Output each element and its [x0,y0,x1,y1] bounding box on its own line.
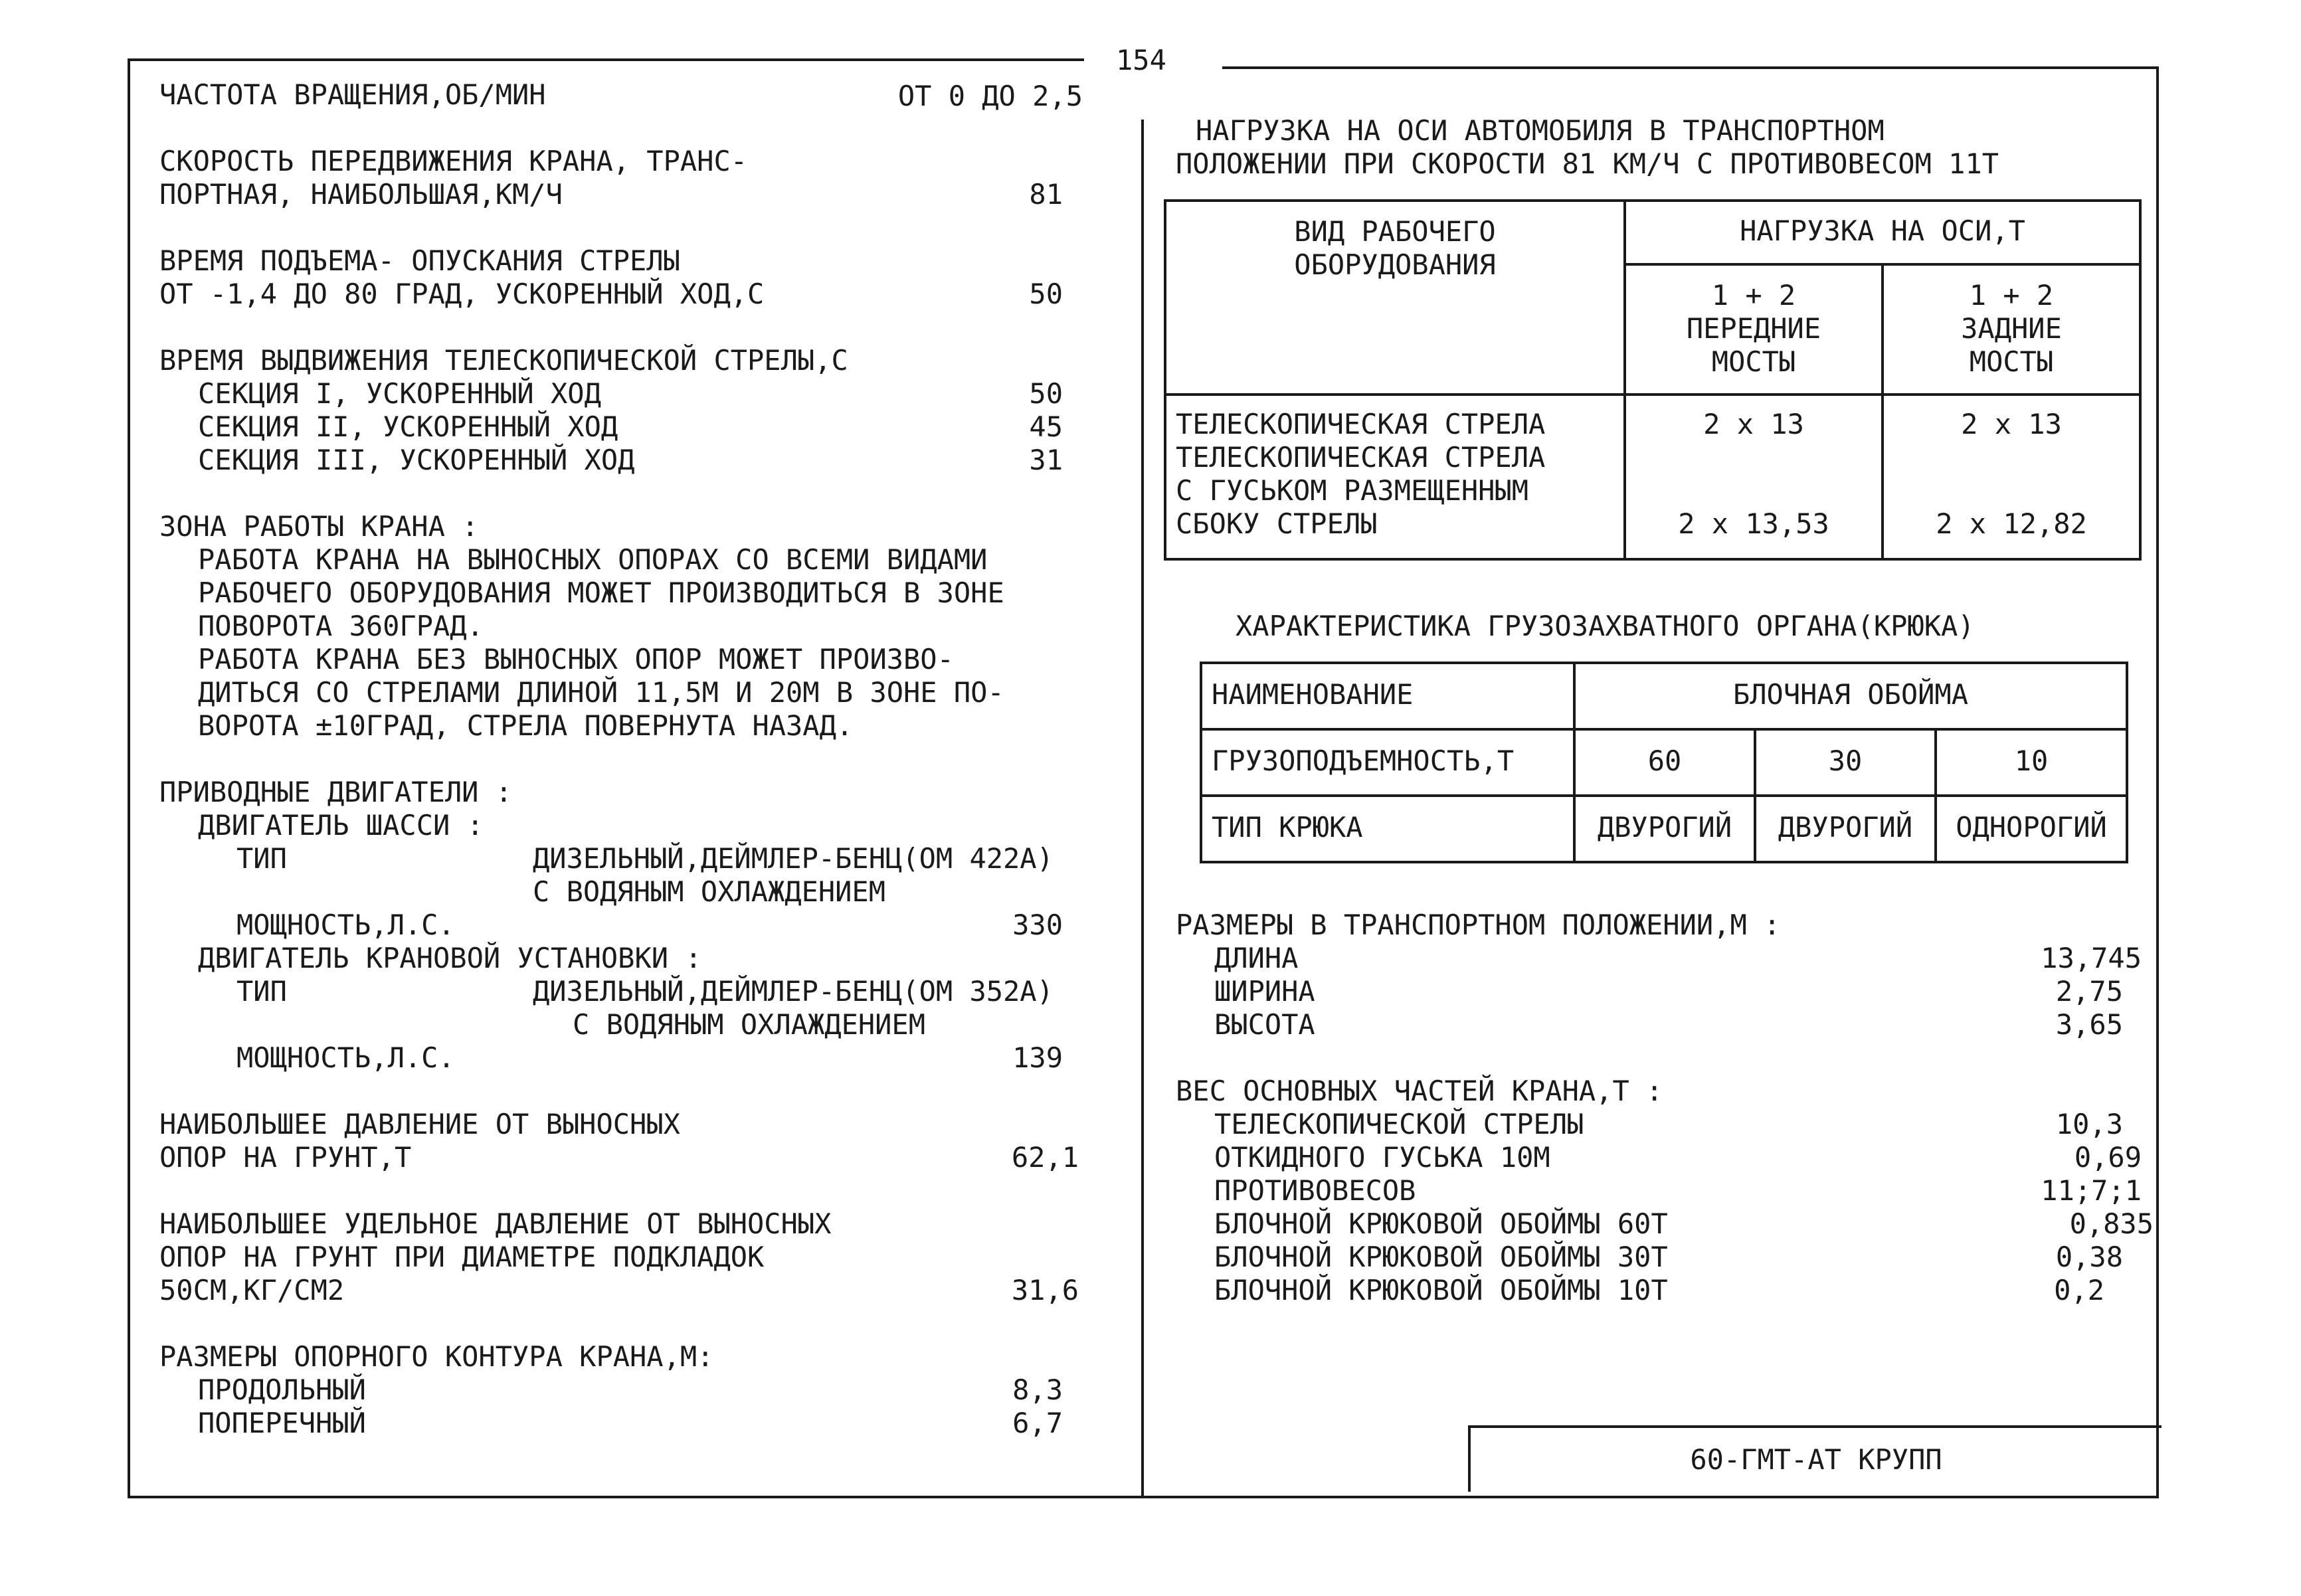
dims-row-3: ВЫСОТА [1214,1008,1315,1041]
chassis-cooling: С ВОДЯНЫМ ОХЛАЖДЕНИЕМ [533,875,886,908]
zone-line-4: РАБОТА КРАНА БЕЗ ВЫНОСНЫХ ОПОР МОЖЕТ ПРОИЗВО- [198,643,954,675]
travel-value: 81 [1029,178,1063,211]
zone-line-3: ПОВОРОТА 360ГРАД. [198,610,484,642]
specific-pressure-line2: ОПОР НА ГРУНТ ПРИ ДИАМЕТРЕ ПОДКЛАДОК [159,1241,765,1273]
weights-row-1-value: 10,3 [2055,1108,2123,1140]
telescope-row-1: СЕКЦИЯ I, УСКОРЕННЫЙ ХОД [198,377,601,410]
dims-row-1: ДЛИНА [1214,942,1299,974]
column-divider [1141,120,1144,1498]
support-row-1: ПРОДОЛЬНЫЙ [198,1374,366,1406]
support-row-1-value: 8,3 [1012,1374,1063,1406]
chassis-power-label: МОЩНОСТЬ,Л.С. [236,909,455,941]
weights-row-6-value: 0,2 [2054,1274,2104,1306]
crane-power-label: МОЩНОСТЬ,Л.С. [236,1041,455,1074]
hook-title: ХАРАКТЕРИСТИКА ГРУЗОЗАХВАТНОГО ОРГАНА(КРЮКА) [1236,610,1975,642]
weights-row-5-value: 0,38 [2055,1241,2123,1273]
hook-type-2: ДВУРОГИЙ [1755,796,1936,862]
pressure-line1: НАИБОЛЬШЕЕ ДАВЛЕНИЕ ОТ ВЫНОСНЫХ [159,1108,680,1140]
hook-header-name: НАИМЕНОВАНИЕ [1201,663,1574,729]
telescope-row-3-value: 31 [1029,444,1063,476]
specific-pressure-line1: НАИБОЛЬШЕЕ УДЕЛЬНОЕ ДАВЛЕНИЕ ОТ ВЫНОСНЫХ [159,1207,832,1240]
hook-type-3: ОДНОРОГИЙ [1936,796,2127,862]
specific-pressure-value: 31,6 [1011,1274,1079,1306]
page-number: 154 [1116,44,1166,76]
crane-power-value: 139 [1012,1041,1063,1074]
boom-lift-line2: ОТ -1,4 ДО 80 ГРАД, УСКОРЕННЫЙ ХОД,С [159,278,765,310]
support-title: РАЗМЕРЫ ОПОРНОГО КОНТУРА КРАНА,М: [159,1340,714,1373]
chassis-type: ДИЗЕЛЬНЫЙ,ДЕЙМЛЕР-БЕНЦ(ОМ 422А) [533,842,1054,875]
weights-row-2-value: 0,69 [2074,1141,2142,1174]
pressure-line2: ОПОР НА ГРУНТ,Т [159,1141,412,1174]
telescope-row-2: СЕКЦИЯ II, УСКОРЕННЫЙ ХОД [198,410,618,443]
weights-row-4-value: 0,835 [2069,1207,2154,1240]
axle-title-1: НАГРУЗКА НА ОСИ АВТОМОБИЛЯ В ТРАНСПОРТНОМ [1196,114,1885,147]
frame-top-left [128,58,1084,61]
axle-header-equipment: ВИД РАБОЧЕГО ОБОРУДОВАНИЯ [1165,201,1625,395]
hook-table [1200,662,2128,863]
zone-line-1: РАБОТА КРАНА НА ВЫНОСНЫХ ОПОРАХ СО ВСЕМИ ВИДАМИ [198,543,988,576]
rotation-label: ЧАСТОТА ВРАЩЕНИЯ,ОБ/МИН [159,78,546,111]
zone-line-6: ВОРОТА ±10ГРАД, СТРЕЛА ПОВЕРНУТА НАЗАД. [198,709,854,742]
telescope-title: ВРЕМЯ ВЫДВИЖЕНИЯ ТЕЛЕСКОПИЧЕСКОЙ СТРЕЛЫ,С [159,344,848,377]
weights-row-5: БЛОЧНОЙ КРЮКОВОЙ ОБОЙМЫ 30Т [1214,1241,1668,1273]
crane-cooling: С ВОДЯНЫМ ОХЛАЖДЕНИЕМ [573,1008,926,1041]
axle-row-front: 2 х 13 2 х 13,53 [1625,395,1883,559]
weights-row-2: ОТКИДНОГО ГУСЬКА 10М [1214,1141,1550,1174]
title-stamp: 60-ГМТ-АТ КРУПП [1468,1425,2162,1492]
dims-row-3-value: 3,65 [2055,1008,2123,1041]
telescope-row-2-value: 45 [1029,410,1063,443]
support-row-2: ПОПЕРЕЧНЫЙ [198,1407,366,1439]
hook-type-label: ТИП КРЮКА [1201,796,1574,862]
dims-title: РАЗМЕРЫ В ТРАНСПОРТНОМ ПОЛОЖЕНИИ,М : [1176,909,1781,941]
axle-header-front: 1 + 2 ПЕРЕДНИЕ МОСТЫ [1625,264,1883,395]
axle-title-2: ПОЛОЖЕНИИ ПРИ СКОРОСТИ 81 КМ/Ч С ПРОТИВОВЕСОМ 11Т [1176,147,1999,180]
zone-title: ЗОНА РАБОТЫ КРАНА : [159,510,479,543]
weights-row-6: БЛОЧНОЙ КРЮКОВОЙ ОБОЙМЫ 10Т [1214,1274,1668,1306]
support-row-2-value: 6,7 [1012,1407,1063,1439]
zone-line-5: ДИТЬСЯ СО СТРЕЛАМИ ДЛИНОЙ 11,5М И 20М В ЗОНЕ ПО- [198,676,1004,709]
telescope-row-3: СЕКЦИЯ III, УСКОРЕННЫЙ ХОД [198,444,635,476]
frame-left [128,58,130,1498]
dims-row-1-value: 13,745 [2041,942,2142,974]
axle-row-equipment: ТЕЛЕСКОПИЧЕСКАЯ СТРЕЛА ТЕЛЕСКОПИЧЕСКАЯ СТРЕЛА С ГУСЬКОМ РАЗМЕЩЕННЫМ СБОКУ СТРЕЛЫ [1165,395,1625,559]
axle-load-table [1164,199,2142,561]
crane-type: ДИЗЕЛЬНЫЙ,ДЕЙМЛЕР-БЕНЦ(ОМ 352А) [533,975,1054,1008]
telescope-row-1-value: 50 [1029,377,1063,410]
weights-row-3: ПРОТИВОВЕСОВ [1214,1174,1416,1207]
chassis-power-value: 330 [1012,909,1063,941]
crane-engine-title: ДВИГАТЕЛЬ КРАНОВОЙ УСТАНОВКИ : [198,942,702,974]
dims-row-2: ШИРИНА [1214,975,1315,1008]
hook-capacity-30: 30 [1755,729,1936,796]
hook-header-block: БЛОЧНАЯ ОБОЙМА [1574,663,2127,729]
dims-row-2-value: 2,75 [2055,975,2123,1008]
pressure-value: 62,1 [1011,1141,1079,1174]
weights-row-4: БЛОЧНОЙ КРЮКОВОЙ ОБОЙМЫ 60Т [1214,1207,1668,1240]
hook-capacity-label: ГРУЗОПОДЪЕМНОСТЬ,Т [1201,729,1574,796]
rotation-value: ОТ 0 ДО 2,5 [897,80,1083,112]
chassis-engine-title: ДВИГАТЕЛЬ ШАССИ : [198,809,484,842]
frame-right [2156,66,2159,1498]
travel-line2: ПОРТНАЯ, НАИБОЛЬШАЯ,КМ/Ч [159,178,563,211]
specific-pressure-line3: 50СМ,КГ/СМ2 [159,1274,345,1306]
weights-row-1: ТЕЛЕСКОПИЧЕСКОЙ СТРЕЛЫ [1214,1108,1584,1140]
engines-title: ПРИВОДНЫЕ ДВИГАТЕЛИ : [159,776,513,808]
chassis-type-label: ТИП [236,842,287,875]
crane-type-label: ТИП [236,975,287,1008]
hook-type-1: ДВУРОГИЙ [1574,796,1755,862]
frame-top-right [1222,66,2159,69]
axle-header-load: НАГРУЗКА НА ОСИ,Т [1625,201,2140,264]
zone-line-2: РАБОЧЕГО ОБОРУДОВАНИЯ МОЖЕТ ПРОИЗВОДИТЬСЯ В ЗОНЕ [198,576,1004,609]
travel-line1: СКОРОСТЬ ПЕРЕДВИЖЕНИЯ КРАНА, ТРАНС- [159,145,748,177]
boom-lift-value: 50 [1029,278,1063,310]
hook-capacity-10: 10 [1936,729,2127,796]
boom-lift-line1: ВРЕМЯ ПОДЪЕМА- ОПУСКАНИЯ СТРЕЛЫ [159,244,680,277]
axle-header-rear: 1 + 2 ЗАДНИЕ МОСТЫ [1883,264,2140,395]
weights-title: ВЕС ОСНОВНЫХ ЧАСТЕЙ КРАНА,Т : [1176,1075,1663,1107]
weights-row-3-value: 11;7;1 [2041,1174,2142,1207]
axle-row-rear: 2 х 13 2 х 12,82 [1883,395,2140,559]
hook-capacity-60: 60 [1574,729,1755,796]
